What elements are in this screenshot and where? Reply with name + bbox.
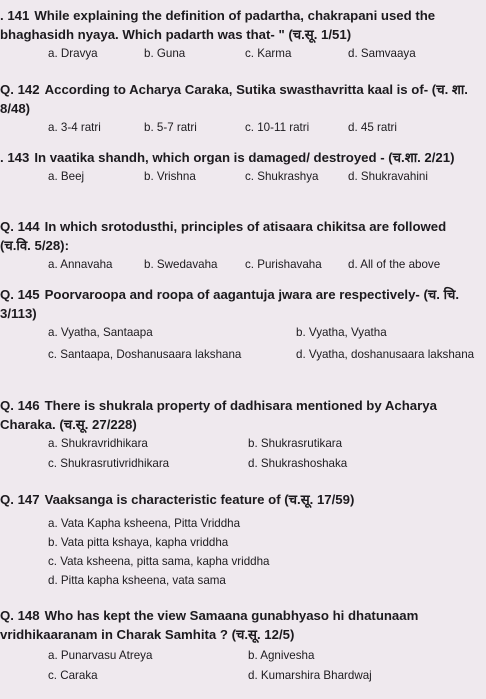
option-b: b. Agnivesha xyxy=(248,649,315,662)
question-text: In vaatika shandh, which organ is damaged/ destroyed - (च.शा. 2/21) xyxy=(34,150,455,165)
option-a: a. Punarvasu Atreya xyxy=(48,649,153,662)
question-text: Poorvaroopa and roopa of aagantuja jwara are respectively- (च. चि. 3/113) xyxy=(0,287,460,321)
option-c: c. 10-11 ratri xyxy=(245,121,310,134)
question-146 xyxy=(0,396,484,477)
option-c: c. Purishavaha xyxy=(245,258,322,271)
option-d: d. 45 ratri xyxy=(348,121,397,134)
question-141 xyxy=(0,6,484,65)
option-b: b. Swedavaha xyxy=(144,258,218,271)
question-text: There is shukrala property of dadhisara mentioned by Acharya Charaka. (च.सू. 27/228) xyxy=(0,398,437,432)
option-d: d. Samvaaya xyxy=(348,47,416,60)
question-143 xyxy=(0,148,484,188)
question-text: Who has kept the view Samaana gunabhyaso hi dhatunaam vridhikaaranam in Charak Samhita ? (च.सू. 12/5) xyxy=(0,608,419,642)
option-c: c. Vata ksheena, pitta sama, kapha vriddha xyxy=(48,555,270,568)
option-c: c. Karma xyxy=(245,47,292,60)
question-number: . 143 xyxy=(0,150,30,165)
question-147 xyxy=(0,490,484,590)
option-b: b. Guna xyxy=(144,47,186,60)
option-d: d. Shukrashoshaka xyxy=(248,457,348,470)
question-number: . 141 xyxy=(0,8,30,23)
question-148 xyxy=(0,606,484,689)
options-block xyxy=(0,326,484,382)
option-b: b. 5-7 ratri xyxy=(144,121,197,134)
options-row xyxy=(0,47,484,65)
option-d: d. Shukravahini xyxy=(348,170,428,183)
options-row xyxy=(0,258,484,276)
option-a: a. Vyatha, Santaapa xyxy=(48,326,153,339)
question-text: In which srotodusthi, principles of atisaara chikitsa are followed (च.वि. 5/28): xyxy=(0,219,447,253)
question-number: Q. 146 xyxy=(0,398,40,413)
options-block xyxy=(0,437,484,477)
option-b: b. Shukrasrutikara xyxy=(248,437,343,450)
options-block xyxy=(0,649,484,689)
option-c: c. Shukrasrutivridhikara xyxy=(48,457,170,470)
question-text: While explaining the definition of padartha, chakrapani used the bhaghasidh nyaya. Which padarth was that- " (च.सू. 1/51) xyxy=(0,8,436,42)
question-142 xyxy=(0,80,484,139)
option-d: d. Vyatha, doshanusaara lakshana xyxy=(296,348,475,361)
option-d: d. Kumarshira Bhardwaj xyxy=(248,669,372,682)
option-c: c. Santaapa, Doshanusaara lakshana xyxy=(48,348,242,361)
question-number: Q. 144 xyxy=(0,219,40,234)
option-b: b. Vata pitta kshaya, kapha vriddha xyxy=(48,536,229,549)
option-d: d. All of the above xyxy=(348,258,441,271)
question-144 xyxy=(0,217,484,276)
option-a: a. Annavaha xyxy=(48,258,113,271)
question-text: According to Acharya Caraka, Sutika swasthavritta kaal is of- (च. शा. 8/48) xyxy=(0,82,468,116)
option-a: a. Shukravridhikara xyxy=(48,437,148,450)
question-number: Q. 147 xyxy=(0,492,40,507)
option-c: c. Caraka xyxy=(48,669,98,682)
option-d: d. Pitta kapha ksheena, vata sama xyxy=(48,574,226,587)
option-a: a. Vata Kapha ksheena, Pitta Vriddha xyxy=(48,517,241,530)
question-number: Q. 145 xyxy=(0,287,40,302)
question-145 xyxy=(0,285,484,382)
option-a: a. Dravya xyxy=(48,47,98,60)
question-text: Vaaksanga is characteristic feature of (च.सू. 17/59) xyxy=(44,492,355,507)
option-b: b. Vyatha, Vyatha xyxy=(296,326,387,339)
question-number: Q. 148 xyxy=(0,608,40,623)
question-number: Q. 142 xyxy=(0,82,40,97)
options-row xyxy=(0,170,484,188)
option-c: c. Shukrashya xyxy=(245,170,319,183)
options-row xyxy=(0,121,484,139)
option-a: a. 3-4 ratri xyxy=(48,121,101,134)
option-b: b. Vrishna xyxy=(144,170,196,183)
option-a: a. Beej xyxy=(48,170,85,183)
